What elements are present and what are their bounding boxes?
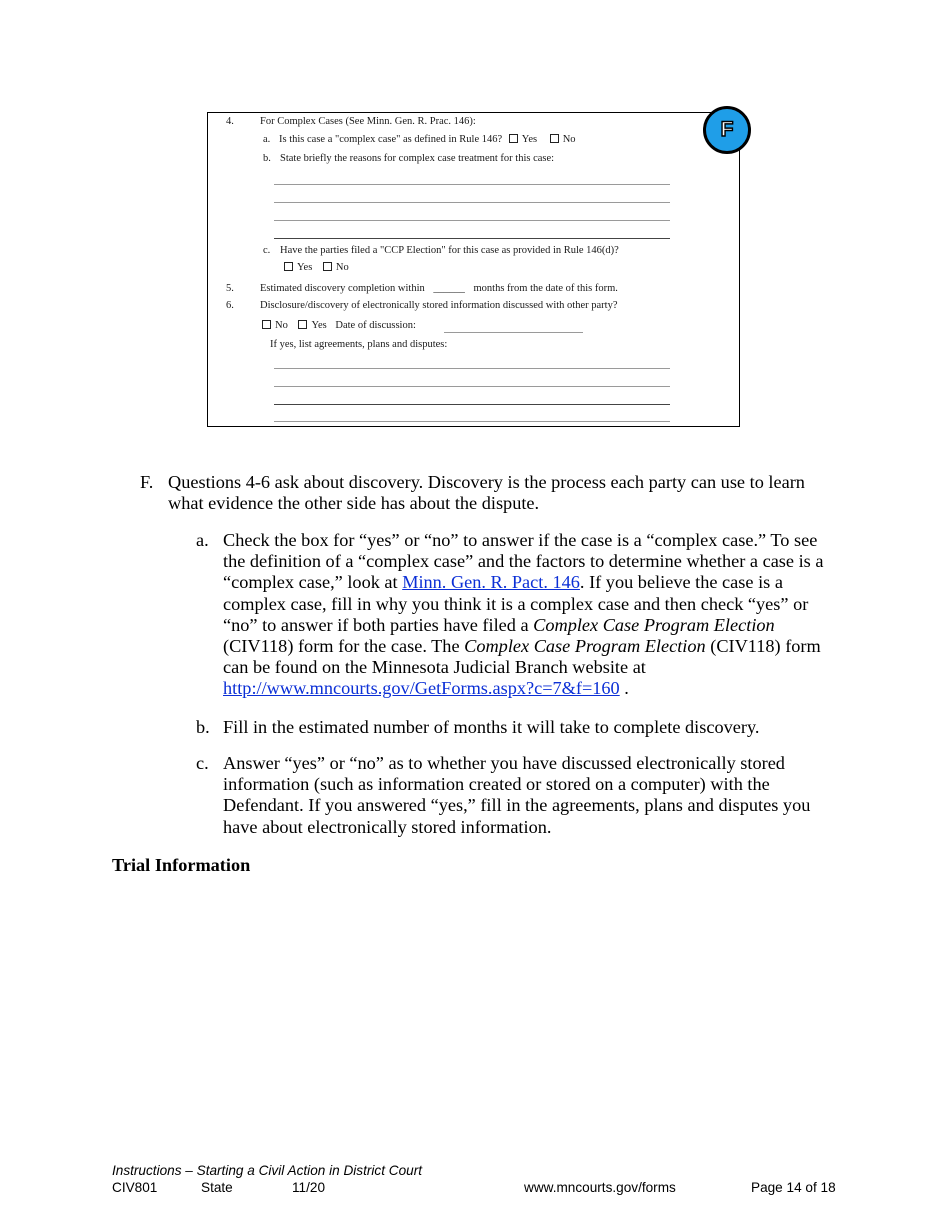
footer-form-code: CIV801 (112, 1180, 158, 1195)
item4c-options (284, 261, 349, 274)
item5-row (260, 282, 618, 295)
minn-gen-r-pact-146-link[interactable]: Minn. Gen. R. Pact. 146 (402, 572, 580, 593)
item4a-no-label: No (562, 134, 576, 145)
item4-number: 4. (226, 116, 234, 127)
footer-website: www.mncourts.gov/forms (524, 1180, 676, 1195)
item6-no-checkbox[interactable] (262, 320, 271, 329)
item6-date-label: Date of discussion: (335, 320, 416, 331)
item5-months-blank[interactable]: ______ (433, 283, 465, 294)
item4a-yes-label: Yes (521, 134, 538, 145)
a-text-5: . (619, 678, 629, 699)
item4a-no-checkbox[interactable] (550, 134, 559, 143)
a-text-1: Check the box for “yes” or “no” to answer if the case is a “complex case.” To see the definition of a “complex case” and the factors to determine whether a case is a “complex case,” look at (223, 530, 824, 593)
a-text-2: . If you believe the case is a complex case, fill in why you think it is a complex case and then check “yes” or “no” to answer if both parties have filed a (223, 572, 809, 635)
item6-text: Disclosure/discovery of electronically stored information discussed with other party? (260, 300, 618, 311)
item4b-line (274, 238, 670, 239)
item4c-no-checkbox[interactable] (323, 262, 332, 271)
footer-jurisdiction: State (201, 1180, 233, 1195)
a-text-4: (CIV118) form can be found on the Minnesota Judicial Branch website at (223, 636, 821, 678)
item4c-yes-checkbox[interactable] (284, 262, 293, 271)
a-marker: a. (196, 530, 209, 550)
item4a-yes-checkbox[interactable] (509, 134, 518, 143)
item4b-line (274, 184, 670, 185)
f-paragraph: Questions 4-6 ask about discovery. Discovery is the process each party can use to learn what evidence the other side has about the dispute. (168, 472, 805, 514)
item4c-yes-label: Yes (297, 262, 313, 273)
item6-yes-label: Yes (311, 320, 327, 331)
b-paragraph: Fill in the estimated number of months it will take to complete discovery. (223, 717, 760, 737)
item4c-text: Have the parties filed a "CCP Election" for this case as provided in Rule 146(d)? (280, 245, 619, 256)
f-marker: F. (140, 472, 154, 492)
item6-number: 6. (226, 300, 234, 311)
item6-no-label: No (275, 320, 288, 331)
item5-text-before: Estimated discovery completion within (260, 283, 425, 294)
a-paragraph (223, 530, 843, 700)
item6-list-label: If yes, list agreements, plans and disputes: (270, 339, 448, 350)
getforms-url-link[interactable]: http://www.mncourts.gov/GetForms.aspx?c=7&f=160 (223, 678, 620, 699)
item6-line (274, 386, 670, 387)
badge-letter: F (720, 118, 734, 141)
footer-title: Instructions – Starting a Civil Action in District Court (112, 1163, 422, 1178)
item4a-row (279, 133, 576, 146)
footer-page-number: Page 14 of 18 (751, 1180, 836, 1195)
item5-number: 5. (226, 283, 234, 294)
item4a-label: a. (263, 134, 271, 145)
item6-line (274, 421, 670, 422)
item4-text: For Complex Cases (See Minn. Gen. R. Prac. 146): (260, 116, 476, 127)
item4c-label: c. (263, 245, 271, 256)
section-heading: Trial Information (112, 855, 251, 875)
item4b-label: b. (263, 153, 271, 164)
item4a-question: Is this case a "complex case" as defined in Rule 146? (279, 134, 503, 145)
c-paragraph: Answer “yes” or “no” as to whether you have discussed electronically stored information (such as information created or stored on a computer) with the Defendant. If you answered “yes,” fill in the agreements, plans and disputes you have about electronically stored information. (223, 753, 811, 837)
a-italic-form-name-1: Complex Case Program Election (533, 614, 775, 635)
a-italic-form-name-2: Complex Case Program Election (464, 636, 706, 657)
item6-line (274, 404, 670, 405)
c-marker: c. (196, 753, 209, 773)
section-f-badge (703, 106, 751, 154)
item4b-line (274, 220, 670, 221)
item4c-no-label: No (335, 262, 349, 273)
item5-text-after: months from the date of this form. (473, 283, 618, 294)
item4b-text: State briefly the reasons for complex case treatment for this case: (280, 153, 555, 164)
item6-options (262, 319, 416, 332)
b-marker: b. (196, 717, 210, 737)
item6-line (274, 368, 670, 369)
item4b-line (274, 202, 670, 203)
item6-yes-checkbox[interactable] (298, 320, 307, 329)
item6-date-field[interactable] (444, 332, 583, 333)
a-text-3: (CIV118) form for the case. The (223, 636, 465, 657)
footer-date: 11/20 (292, 1180, 326, 1195)
